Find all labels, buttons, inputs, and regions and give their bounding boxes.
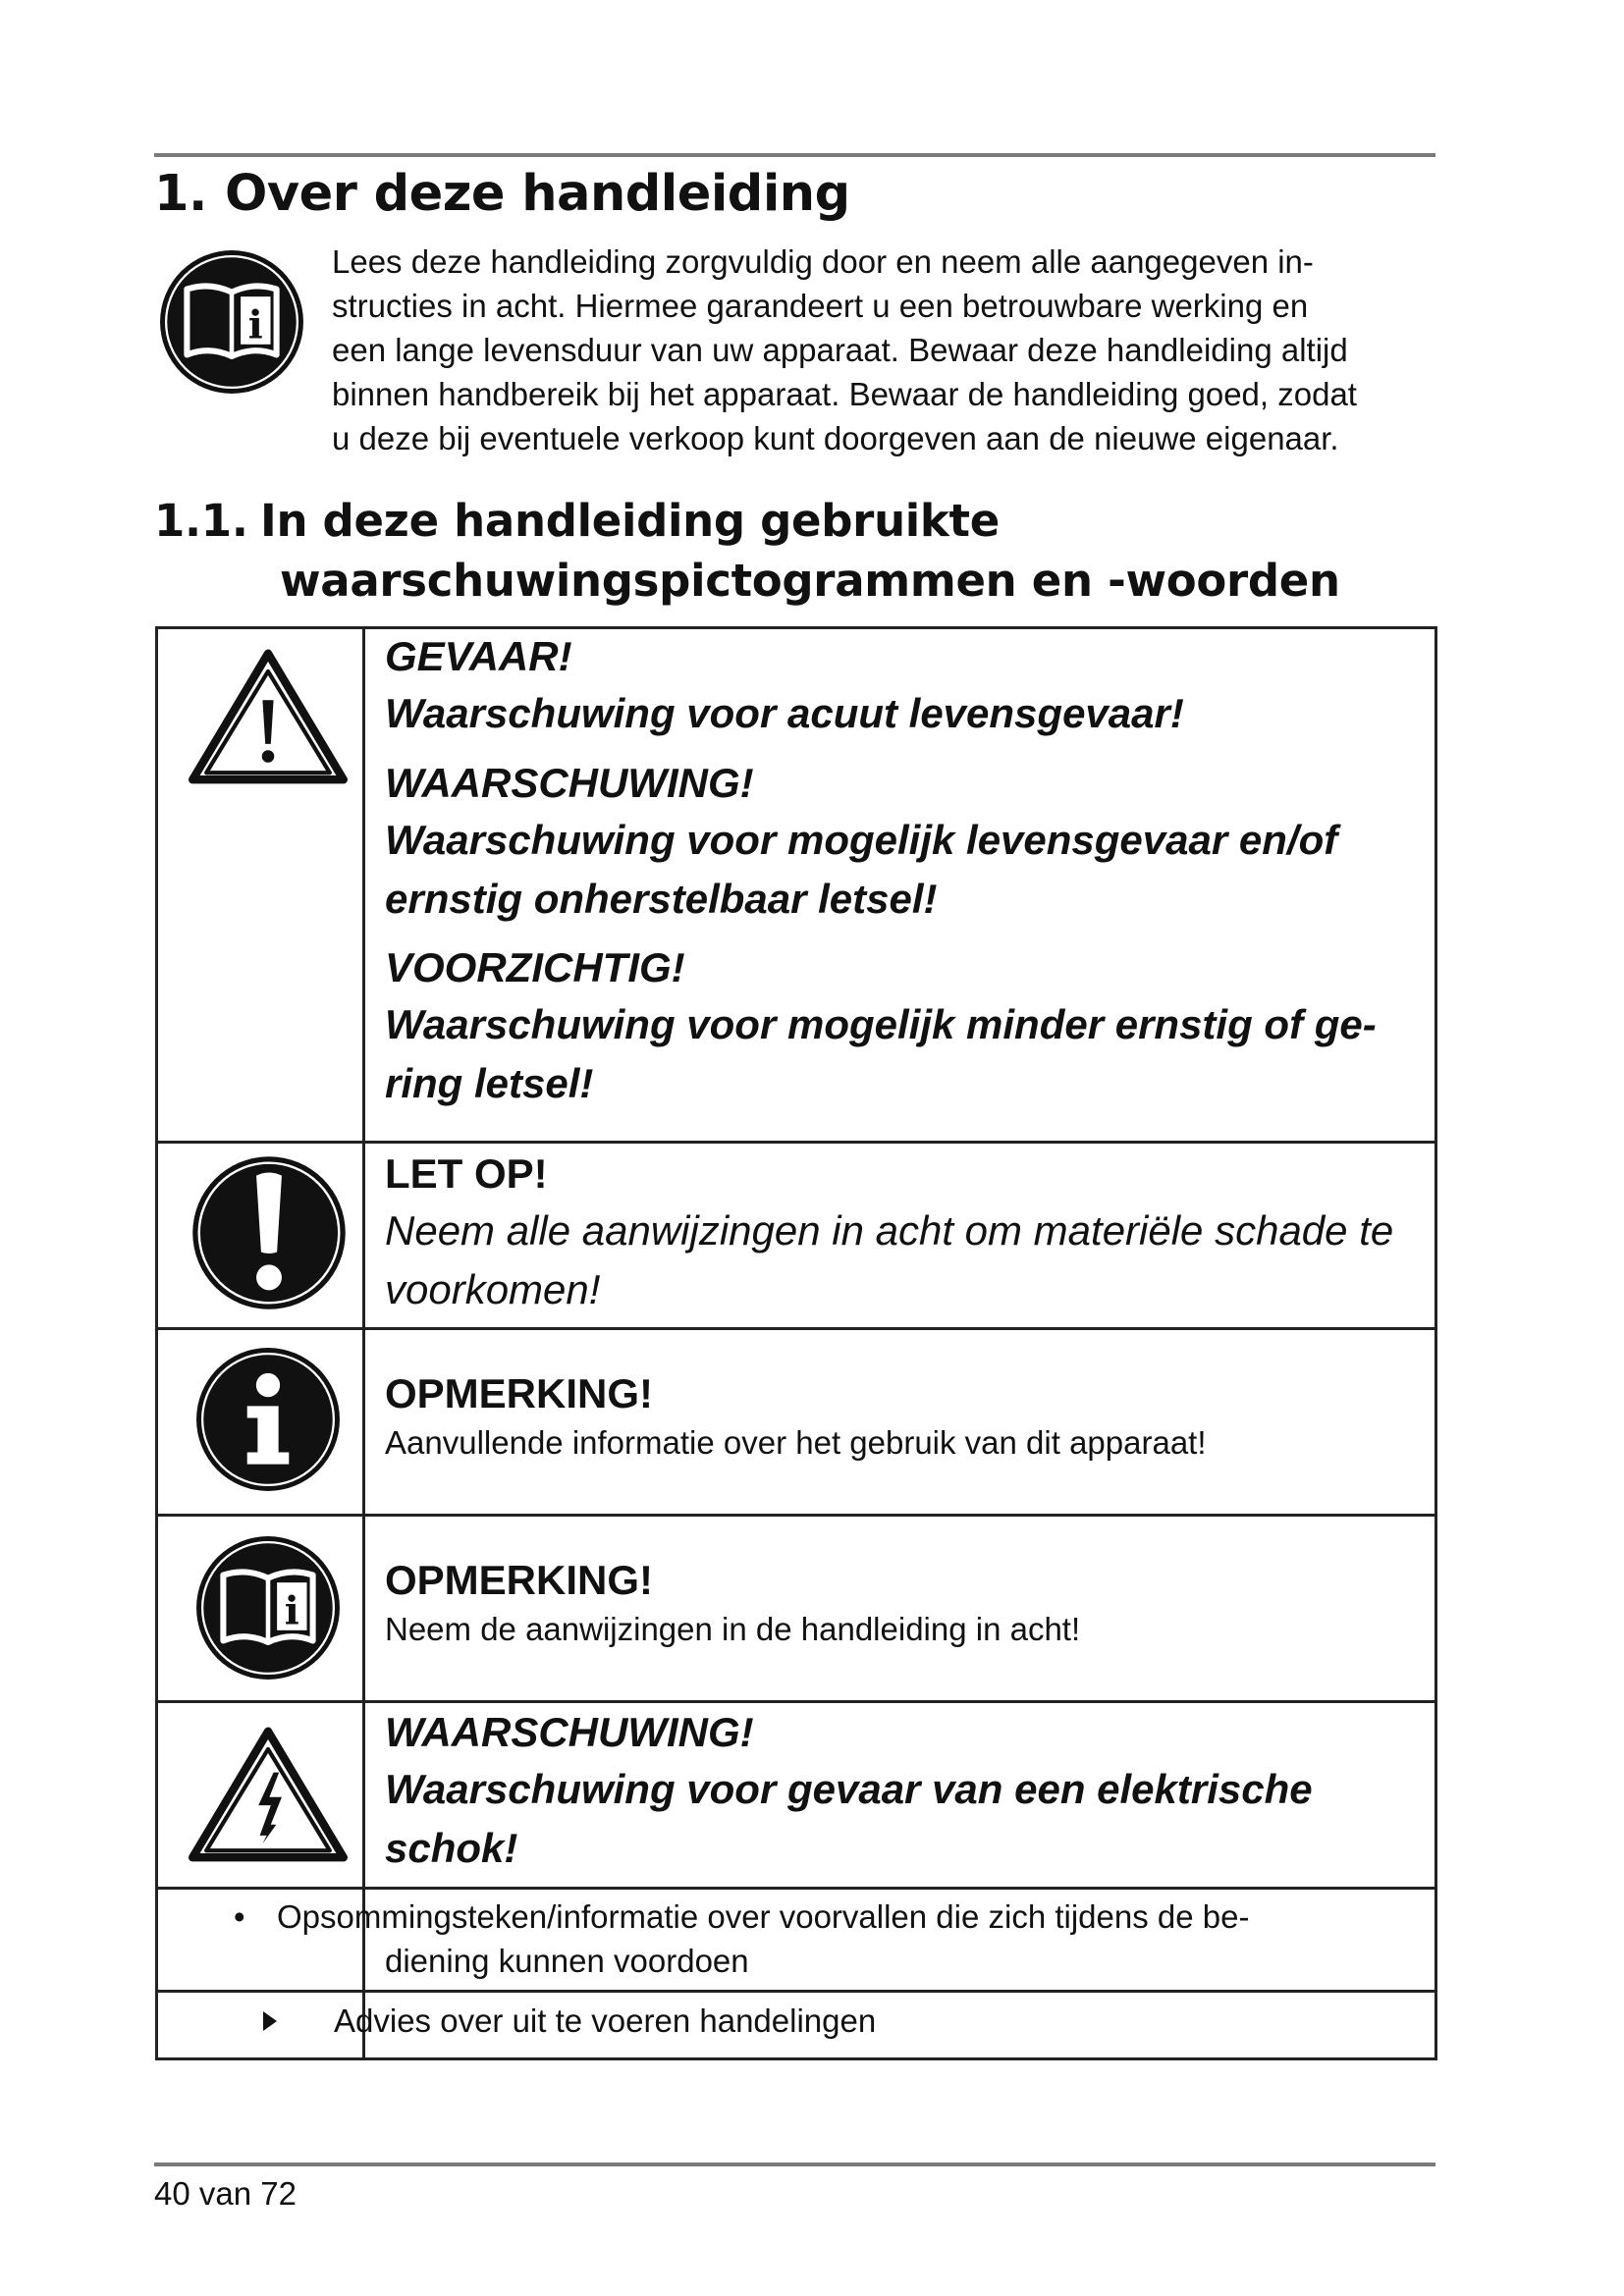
intro-line: u deze bij eventuele verkoop kunt doorgeven aan de nieuwe eigenaar. [332,420,1339,456]
table-row-divider [155,1887,1437,1890]
section-title: Over deze handleiding [225,165,850,223]
exclamation-circle-icon [189,1153,349,1312]
shock-warning-cell [385,1705,1435,1878]
subsection-heading [154,491,1340,611]
notice-description-line: Neem alle aanwijzingen in acht om materiële schade te [385,1207,1394,1254]
table-row-divider [155,1514,1437,1517]
caution-description-line: ring letsel! [385,1060,594,1106]
svg-text:i: i [284,1588,299,1634]
manual-info-icon [193,1533,343,1682]
right-triangle-arrow-icon [263,2011,277,2031]
warning-description [385,811,1435,929]
page-number: 40 van 72 [154,2175,297,2212]
top-rule [154,153,1435,157]
warning-triangle-exclamation-icon [189,648,348,785]
intro-line: Lees deze handleiding zorgvuldig door en neem alle aangegeven in- [332,243,1314,280]
danger-label: GEVAAR! [385,633,572,679]
shock-description-line: schok! [385,1825,518,1871]
subsection-title-line2: waarschuwingspictogrammen en -woorden [280,555,1340,607]
subsection-title-line1: In deze handleiding gebruikte [260,495,1000,547]
info-circle-icon [193,1345,343,1494]
action-advice-text: Advies over uit te voeren handelingen [334,2002,877,2039]
bottom-rule [154,2163,1435,2166]
caution-description-line: Waarschuwing voor mogelijk minder ernstig of ge- [385,1001,1377,1047]
notice-label: LET OP! [385,1150,548,1197]
svg-text:i: i [247,302,263,348]
manual-note-label: OPMERKING! [385,1557,653,1603]
intro-line: een lange levensduur van uw apparaat. Bewaar deze handleiding altijd [332,332,1348,368]
section-heading [154,165,850,223]
bullet-explanation-line: Opsommingsteken/informatie over voorvallen die zich tijdens de be- [277,1898,1250,1935]
notice-description-line: voorkomen! [385,1266,601,1312]
bullet-explanation [277,1895,1435,1983]
bullet-symbol: • [234,1898,245,1935]
electric-shock-triangle-icon [189,1726,348,1863]
bullet-explanation-line: diening kunnen voordoen [385,1943,749,1979]
warning-description-line: Waarschuwing voor mogelijk levensgevaar en/of [385,817,1338,863]
danger-description: Waarschuwing voor acuut levensgevaar! [385,690,1184,736]
warning-label: WAARSCHUWING! [385,760,754,806]
caution-label: VOORZICHTIG! [385,944,685,990]
manual-note-cell [385,1553,1435,1651]
info-note-description: Aanvullende informatie over het gebruik van dit apparaat! [385,1424,1207,1461]
manual-info-icon [157,247,306,397]
section-number: 1. [154,165,207,223]
notice-description [385,1201,1435,1319]
intro-paragraph [332,240,1441,460]
info-note-label: OPMERKING! [385,1370,653,1416]
intro-line: structies in acht. Hiermee garandeert u een betrouwbare werking en [332,288,1309,324]
caution-description [385,995,1435,1113]
manual-note-description: Neem de aanwijzingen in de handleiding in acht! [385,1611,1081,1647]
shock-warning-label: WAARSCHUWING! [385,1709,754,1755]
info-note-cell [385,1366,1435,1465]
notice-cell [385,1147,1435,1319]
warning-description-line: ernstig onherstelbaar letsel! [385,876,938,922]
danger-levels-cell [385,629,1435,1113]
subsection-number: 1.1. [154,495,248,547]
table-row-divider [155,1327,1437,1330]
shock-warning-description [385,1760,1435,1878]
table-column-divider [362,628,365,2058]
shock-description-line: Waarschuwing voor gevaar van een elektrische [385,1766,1313,1812]
table-row-divider [155,1700,1437,1703]
intro-line: binnen handbereik bij het apparaat. Bewaar de handleiding goed, zodat [332,376,1357,412]
table-row-divider [155,1141,1437,1144]
table-row-divider [155,1990,1437,1993]
